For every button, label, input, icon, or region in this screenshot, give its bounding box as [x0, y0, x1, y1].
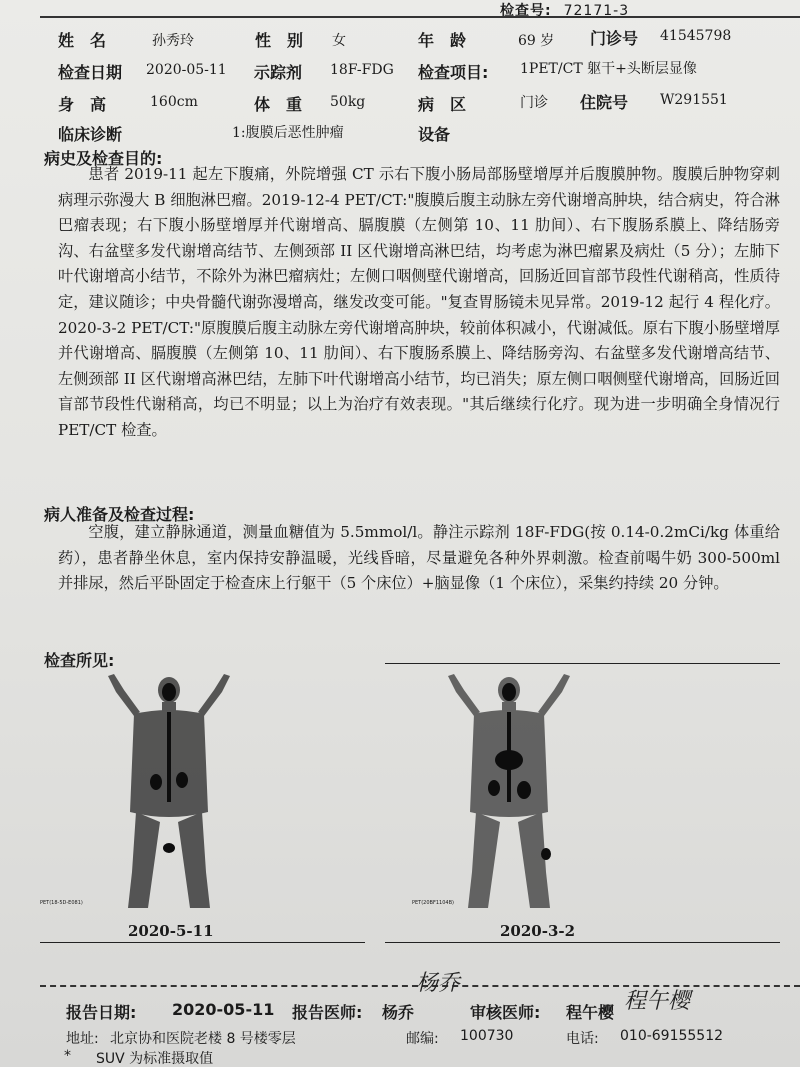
pet-caption-right: 2020-3-2	[500, 922, 576, 940]
patient-info	[0, 22, 800, 142]
phone-label: 电话:	[566, 1031, 599, 1047]
address-label: 地址:	[66, 1031, 99, 1047]
exam-number-label: 检查号:	[500, 3, 552, 19]
signature-review-doctor: 程午樱	[624, 989, 691, 1014]
clinic-no-label: 门诊号	[590, 29, 639, 48]
name-label: 姓 名	[58, 31, 107, 50]
inpatient-no-label: 住院号	[580, 93, 629, 112]
name-value: 孙秀玲	[152, 33, 194, 49]
report-doctor-value: 杨乔	[382, 1003, 415, 1022]
findings-title: 检查所见:	[44, 651, 115, 670]
review-doctor-label: 审核医师:	[470, 1003, 541, 1022]
device-label: 设备	[418, 125, 451, 144]
exam-date-label: 检查日期	[58, 63, 123, 82]
weight-label: 体 重	[254, 95, 303, 114]
address-value: 北京协和医院老楼 8 号楼零层	[110, 1031, 296, 1047]
prep-title: 病人准备及检查过程:	[44, 505, 195, 524]
tracer-label: 示踪剂	[254, 63, 303, 82]
pet-tag-left: PET(18-5D-E081)	[40, 900, 83, 906]
history-text: 患者 2019-11 起左下腹痛，外院增强 CT 示右下腹小肠局部肠壁增厚并后腹膜肿物。腹膜后肿物穿刺病理示弥漫大 B 细胞淋巴瘤。2019-12-4 PET/CT:"腹膜后腹主动脉左旁代谢增高肿块，结合病史，符合淋巴瘤表现；右下腹小肠壁增厚并代谢增高、膈腹膜（左侧第 10、11 肋间）、右下腹肠系膜上、降结肠旁沟、右盆壁多发代谢增高结节、左侧颈部 II 区代谢增高淋巴结，均考虑为淋巴瘤累及病灶（5 分）；左肺下叶代谢增高小结节，不除外为淋巴瘤病灶；左侧口咽侧壁代谢增高，回肠近回盲部节段性代谢稍高，性质待定，建议随诊；中央骨髓代谢弥漫增高，继发改变可能。"复查胃肠镜未见异常。2019-12 起行 4 程化疗。2020-3-2 PET/CT:"原腹膜后腹主动脉左旁代谢增高肿块，较前体积减小，代谢减低。原右下腹小肠壁增厚并代谢增高、膈腹膜（左侧第 10、11 肋间）、右下腹肠系膜上、降结肠旁沟、右盆壁多发代谢增高结节、左侧颈部 II 区代谢增高淋巴结，左肺下叶代谢增高小结节，均已消失；原左侧口咽侧壁代谢增高，回肠近回盲部节段性代谢稍高，均已不明显；以上为治疗有效表现。"其后继续行化疗。现为进一步明确全身情况行 PET/CT 检查。	[58, 165, 780, 439]
findings-divider-right-bottom	[385, 942, 780, 943]
postcode-value: 100730	[460, 1028, 514, 1044]
postcode-label: 邮编:	[406, 1031, 439, 1047]
tracer-value: 18F-FDG	[330, 62, 394, 78]
pet-tag-right: PET(20BF1104B)	[412, 900, 454, 906]
report-date-label: 报告日期:	[66, 1003, 137, 1022]
top-divider	[40, 16, 800, 18]
note-asterisk: *	[64, 1048, 71, 1064]
pet-image-2020-3-2	[434, 672, 584, 912]
exam-item-value: 1PET/CT 躯干+头断层显像	[520, 61, 697, 77]
age-label: 年 龄	[418, 31, 467, 50]
review-doctor-value: 程午樱	[566, 1003, 615, 1022]
height-label: 身 高	[58, 95, 107, 114]
diagnosis-value: 1:腹膜后恶性肿瘤	[232, 125, 344, 141]
exam-number-value: 72171-3	[563, 3, 630, 19]
prep-text: 空腹，建立静脉通道，测量血糖值为 5.5mmol/l。静注示踪剂 18F-FDG(按 0.14-0.2mCi/kg 体重给药），患者静坐休息，室内保持安静温暖，光线昏暗，尽量避免各种外界刺激。检查前喝牛奶 300-500ml 并排尿，然后平卧固定于检查床上行躯干（5 个床位）+脑显像（1 个床位），采集约持续 20 分钟。	[58, 523, 780, 593]
exam-date-value: 2020-05-11	[146, 62, 227, 78]
age-value: 69 岁	[518, 33, 555, 49]
phone-value: 010-69155512	[620, 1028, 724, 1044]
signature-report-doctor: 杨乔	[416, 971, 461, 996]
exam-item-label: 检查项目:	[418, 63, 489, 82]
report-date-value: 2020-05-11	[172, 1000, 275, 1019]
findings-divider-right	[385, 663, 780, 664]
weight-value: 50kg	[330, 94, 366, 110]
ward-value: 门诊	[520, 95, 548, 111]
diagnosis-label: 临床诊断	[58, 125, 123, 144]
inpatient-no-value: W291551	[660, 92, 728, 108]
history-title: 病史及检查目的:	[44, 149, 163, 168]
suv-note: SUV 为标准摄取值	[96, 1051, 214, 1067]
pet-caption-left: 2020-5-11	[128, 922, 214, 940]
clinic-no-value: 41545798	[660, 28, 732, 44]
report-doctor-label: 报告医师:	[292, 1003, 363, 1022]
ward-label: 病 区	[418, 95, 467, 114]
pet-image-2020-5-11	[94, 672, 244, 912]
gender-value: 女	[332, 33, 346, 49]
gender-label: 性 别	[255, 31, 304, 50]
findings-divider-left-bottom	[40, 942, 365, 943]
height-value: 160cm	[150, 94, 198, 110]
